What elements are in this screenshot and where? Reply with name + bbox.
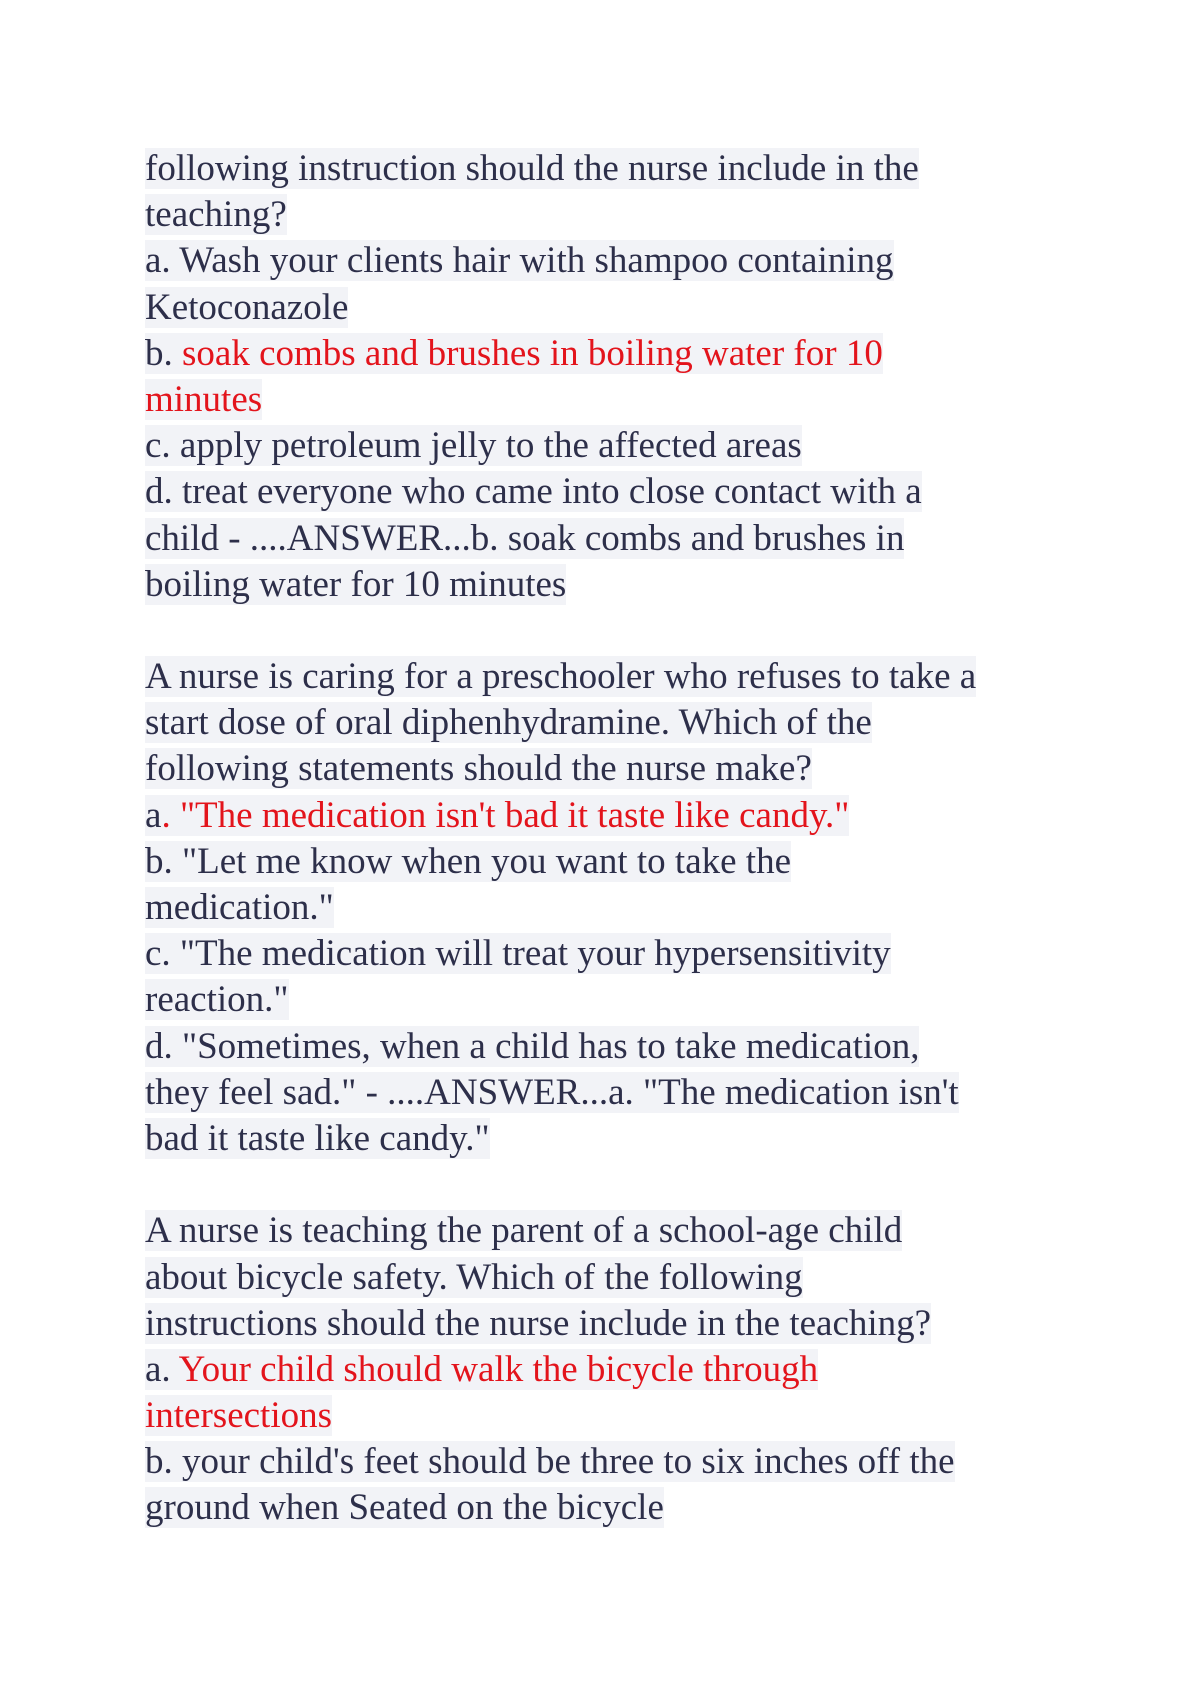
line-text: about bicycle safety. Which of the following	[145, 1256, 803, 1298]
question-block-2	[145, 654, 1065, 1162]
text-line	[145, 285, 1065, 331]
highlighted-answer: intersections	[145, 1395, 333, 1437]
option-b-correct-cont	[145, 377, 1065, 423]
question-stem	[145, 700, 1065, 746]
line-text: bad it taste like candy."	[145, 1117, 490, 1159]
option-c	[145, 931, 1065, 977]
question-stem	[145, 654, 1065, 700]
line-text: boiling water for 10 minutes	[145, 563, 567, 605]
option-d	[145, 469, 1065, 515]
line-text: d. treat everyone who came into close contact with a	[145, 471, 922, 513]
answer-line	[145, 562, 1065, 608]
text-line	[145, 192, 1065, 238]
line-text: start dose of oral diphenhydramine. Which of the	[145, 702, 872, 744]
highlighted-answer: soak combs and brushes in boiling water for 10	[182, 332, 883, 374]
line-text: b. your child's feet should be three to six inches off the	[145, 1441, 955, 1483]
option-a-correct-cont	[145, 1393, 1065, 1439]
option-c	[145, 423, 1065, 469]
question-stem	[145, 1208, 1065, 1254]
line-text: a. Wash your clients hair with shampoo containing	[145, 240, 894, 282]
option-b	[145, 1439, 1065, 1485]
line-text: they feel sad." - ....ANSWER...a. "The medication isn't	[145, 1071, 959, 1113]
option-c-cont	[145, 977, 1065, 1023]
line-text: b. "Let me know when you want to take the	[145, 840, 792, 882]
line-text: reaction."	[145, 979, 289, 1021]
line-text: teaching?	[145, 194, 287, 236]
option-b	[145, 839, 1065, 885]
line-text: following instruction should the nurse include in the	[145, 148, 919, 189]
option-letter: a.	[145, 1348, 179, 1390]
option-a-correct	[145, 1347, 1065, 1393]
line-text: d. "Sometimes, when a child has to take medication,	[145, 1025, 920, 1067]
document-body	[145, 146, 1065, 1532]
question-block-1	[145, 146, 1065, 608]
option-letter: a	[145, 794, 162, 836]
answer-line	[145, 1070, 1065, 1116]
option-letter: b.	[145, 332, 182, 374]
option-d	[145, 1024, 1065, 1070]
question-stem	[145, 746, 1065, 792]
line-text: A nurse is teaching the parent of a school-age child	[145, 1210, 903, 1252]
line-text: Ketoconazole	[145, 286, 349, 328]
highlighted-answer: minutes	[145, 378, 263, 420]
line-text: instructions should the nurse include in the teaching?	[145, 1302, 932, 1344]
line-text: A nurse is caring for a preschooler who refuses to take a	[145, 656, 977, 698]
option-a-correct	[145, 793, 1065, 839]
line-text: ground when Seated on the bicycle	[145, 1487, 664, 1529]
question-block-3	[145, 1208, 1065, 1531]
line-text: child - ....ANSWER...b. soak combs and brushes in	[145, 517, 905, 559]
option-a	[145, 238, 1065, 284]
line-text: c. apply petroleum jelly to the affected areas	[145, 425, 802, 467]
line-text: following statements should the nurse make?	[145, 748, 812, 790]
highlighted-answer: Your child should walk the bicycle through	[178, 1348, 819, 1390]
highlighted-answer: . "The medication isn't bad it taste like candy."	[161, 794, 850, 836]
answer-line	[145, 1116, 1065, 1162]
option-b-cont	[145, 885, 1065, 931]
option-b-correct	[145, 331, 1065, 377]
line-text: medication."	[145, 887, 334, 928]
question-stem	[145, 1301, 1065, 1347]
text-line	[145, 146, 1065, 192]
line-text: c. "The medication will treat your hypersensitivity	[145, 933, 891, 975]
answer-line	[145, 516, 1065, 562]
question-stem	[145, 1255, 1065, 1301]
option-b-cont	[145, 1485, 1065, 1531]
